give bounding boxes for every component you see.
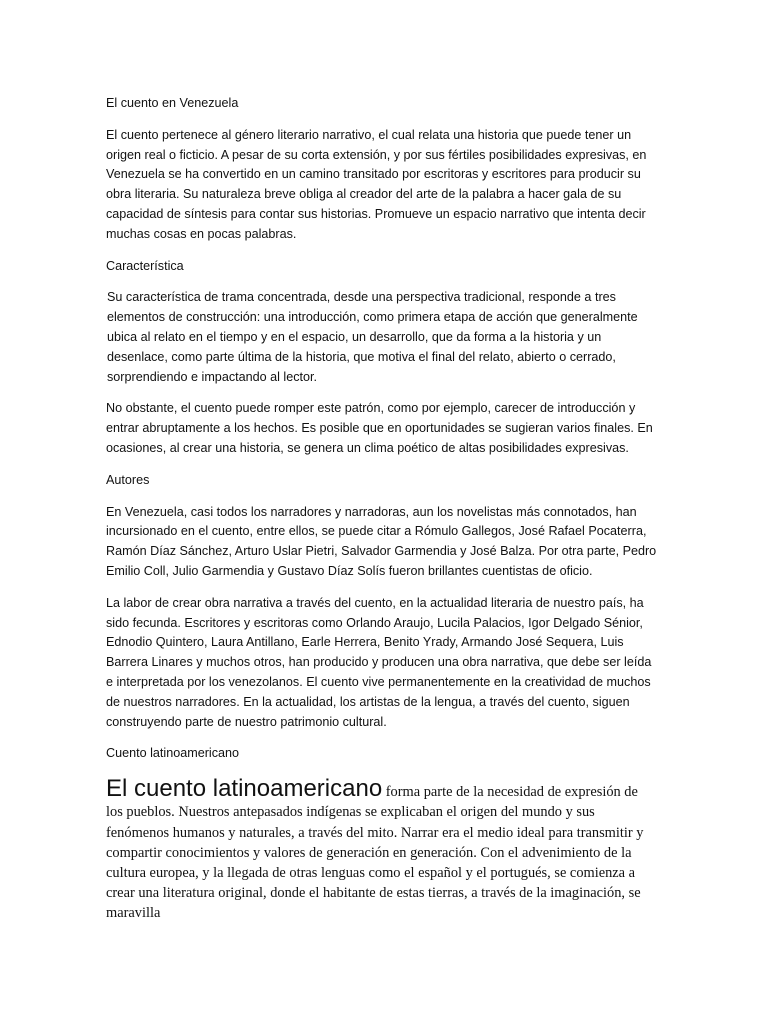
paragraph-caracteristica: Su característica de trama concentrada, desde una perspectiva tradicional, responde a tres elementos de construcción: una introducción, como primera etapa de acción que generalmente ubica al relato en el tiempo y en el espacio, un desarrollo, que da forma a la historia y un desenlace, como parte última de la historia, que motiva el final del relato, abierto o cerrado, sorprendiendo e impactando al lector.	[107, 290, 638, 384]
heading-cuento-venezuela: El cuento en Venezuela	[106, 96, 239, 110]
document-body	[106, 94, 658, 924]
paragraph-latinoamericano-text: forma parte de la necesidad de expresión de los pueblos. Nuestros antepasados indígenas se explicaban el origen del mundo y sus fenómenos humanos y naturales, a través del mito. Narrar era el medio ideal para transmitir y compartir conocimientos y valores de generación en generación. Con el advenimiento de la cultura europea, y la llegada de otras lenguas como el español y el portugués, se comienza a crear una literatura original, donde el habitante de estas tierras, a través de la imaginación, se maravilla	[106, 784, 644, 922]
lead-phrase: El cuento latinoamericano	[106, 775, 383, 803]
paragraph-labor: La labor de crear obra narrativa a través del cuento, en la actualidad literaria de nuestro país, ha sido fecunda. Escritores y escritoras como Orlando Araujo, Lucila Palacios, Igor Delgado Sénior, Ednodio Quintero, Laura Antillano, Earle Herrera, Benito Yrady, Armando José Sequera, Luis Barrera Linares y muchos otros, han producido y producen una obra narrativa, que debe ser leída e interpretada por los venezolanos. El cuento vive permanentemente en la creatividad de muchos de nuestros narradores. En la actualidad, los artistas de la lengua, a través del cuento, siguen construyendo parte de nuestro patrimonio cultural.	[106, 595, 652, 729]
paragraph-no-obstante: No obstante, el cuento puede romper este patrón, como por ejemplo, carecer de introducción y entrar abruptamente a los hechos. Es posible que en oportunidades se sugieran varios finales. En ocasiones, al crear una historia, se genera un clima poético de altas posibilidades expresivas.	[106, 401, 653, 455]
heading-caracteristica: Característica	[106, 258, 184, 273]
paragraph-latinoamericano	[106, 776, 658, 923]
paragraph-intro: El cuento pertenece al género literario narrativo, el cual relata una historia que puede tener un origen real o ficticio. A pesar de su corta extensión, y por sus fértiles posibilidades expresivas, en Venezuela se ha convertido en un camino transitado por escritoras y escritores para producir su obra literaria. Su naturaleza breve obliga al creador del arte de la palabra a hacer gala de su capacidad de síntesis para contar sus historias. Promueve un espacio narrativo que intenta decir muchas cosas en pocas palabras.	[106, 127, 647, 241]
heading-autores: Autores	[106, 472, 150, 487]
heading-cuento-latinoamericano: Cuento latinoamericano	[106, 746, 240, 761]
paragraph-autores: En Venezuela, casi todos los narradores y narradoras, aun los novelistas más connotados, han incursionado en el cuento, entre ellos, se puede citar a Rómulo Gallegos, José Rafael Pocaterra, Ramón Díaz Sánchez, Arturo Uslar Pietri, Salvador Garmendia y José Balza. Por otra parte, Pedro Emilio Coll, Julio Garmendia y Gustavo Díaz Solís fueron brillantes cuentistas de oficio.	[106, 504, 657, 578]
